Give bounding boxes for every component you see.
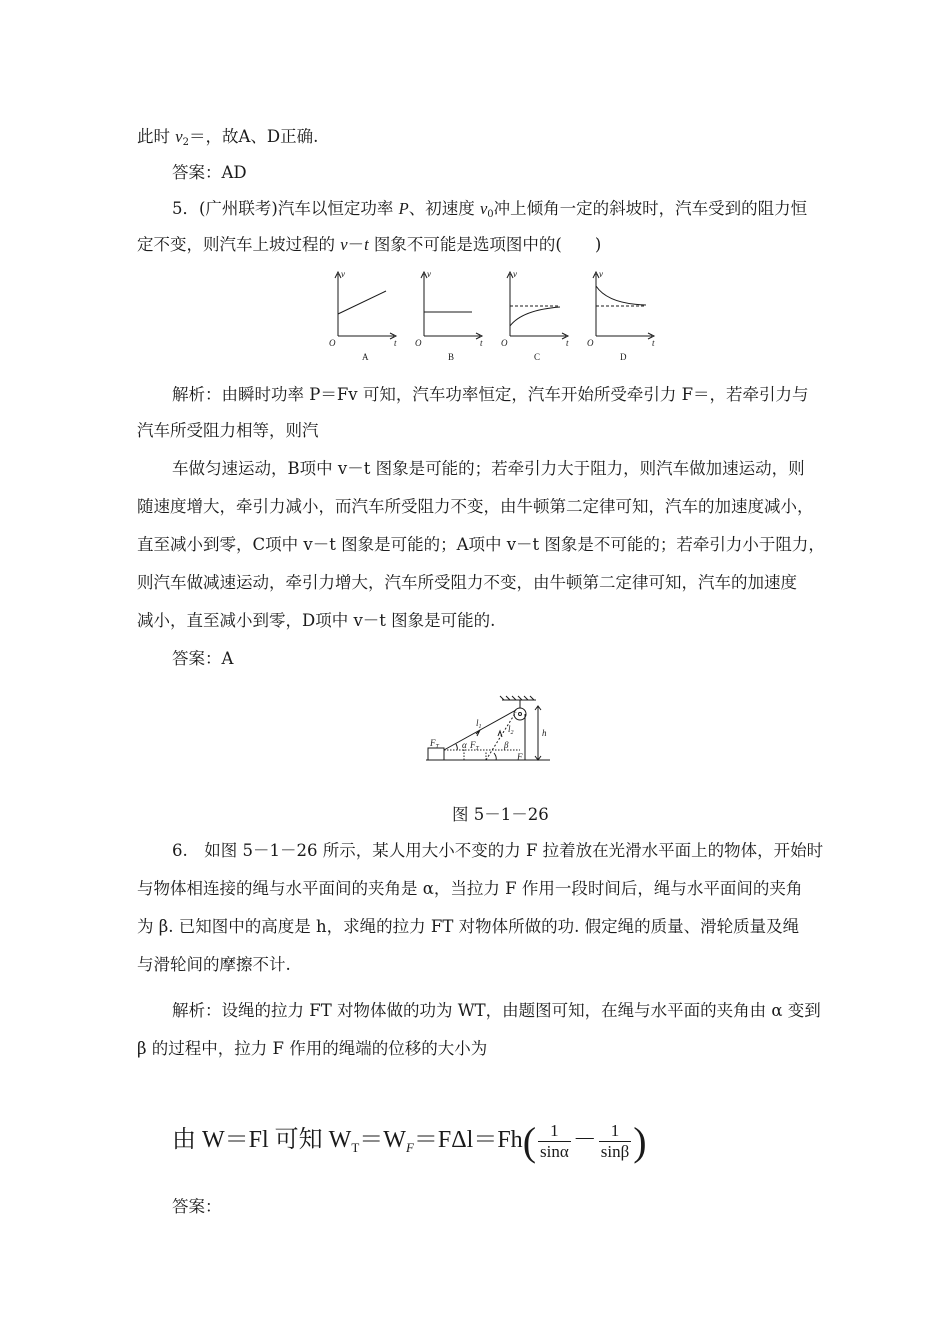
graph-a-v-label: v [341, 269, 345, 279]
graph-b [421, 272, 482, 339]
graph-d [593, 272, 654, 339]
graph-d-caption: D [620, 352, 627, 362]
q5-stem-line1: 5．(广州联考)汽车以恒定功率 P、初速度 $v_0$冲上倾角一定的斜坡时，汽车受到的阻力恒 [172, 199, 808, 220]
q5-analysis-6: 则汽车做减速运动，牵引力增大，汽车所受阻力不变，由牛顿第二定律可知，汽车的加速度 [137, 573, 797, 592]
q6-stem-3: 为 β. 已知图中的高度是 h，求绳的拉力 FT 对物体所做的功. 假定绳的质量、滑轮质量及绳 [137, 917, 800, 936]
graph-a-t-label: t [394, 338, 397, 348]
graph-c-t-label: t [566, 338, 569, 348]
alpha-label: α [462, 740, 467, 750]
q6-answer: 答案： [172, 1197, 222, 1216]
q5-analysis-4: 随速度增大，牵引力减小，而汽车所受阻力不变，由牛顿第二定律可知，汽车的加速度减小， [137, 497, 814, 516]
l1-label: $l_1$ [476, 718, 482, 730]
f-label: F [517, 752, 523, 762]
graph-c-origin: O [501, 338, 508, 348]
graph-b-caption: B [448, 352, 455, 362]
graph-c [507, 272, 568, 339]
l2-label: $l_2$ [508, 724, 514, 736]
graph-c-caption: C [534, 352, 541, 362]
graph-a-curve [338, 291, 386, 314]
graph-d-v-label: v [599, 269, 603, 279]
q5-answer: 答案：A [172, 649, 234, 668]
pulley-figure [424, 694, 554, 776]
q6-analysis-2: β 的过程中，拉力 F 作用的绳端的位移的大小为 [137, 1039, 488, 1058]
q6-stem-4: 与滑轮间的摩擦不计. [137, 955, 291, 974]
figure-caption: 图 5－1－26 [452, 805, 549, 824]
graph-a-origin: O [329, 338, 336, 348]
ft-left-label: $F_T$ [430, 738, 439, 750]
q5-analysis-3: 车做匀速运动，B项中 v－t 图象是可能的；若牵引力大于阻力，则汽车做加速运动，则 [172, 459, 805, 478]
vt-graphs-figure [320, 268, 660, 368]
q5-analysis-1: 解析：由瞬时功率 P＝Fv 可知，汽车功率恒定，汽车开始所受牵引力 F＝，若牵引力与 [172, 385, 809, 404]
fraction-1: $\frac{1}{\sin\alpha}$ [540, 1121, 569, 1161]
q5-analysis-5: 直至减小到零，C项中 v－t 图象是可能的；A项中 v－t 图象是不可能的；若牵引力小于阻力， [137, 535, 825, 554]
q5-analysis-7: 减小，直至减小到零，D项中 v－t 图象是可能的. [137, 611, 496, 630]
ft-mid-label: $F_T$ [470, 740, 479, 752]
graph-d-t-label: t [652, 338, 655, 348]
graph-a [335, 272, 396, 339]
graph-d-curve [596, 286, 646, 305]
prev-answer: 答案：AD [172, 163, 247, 182]
q6-analysis-1: 解析：设绳的拉力 FT 对物体做的功为 WT，由题图可知，在绳与水平面的夹角由 α 变到 [172, 1001, 821, 1020]
graph-b-v-label: v [427, 269, 431, 279]
graph-c-curve [510, 307, 560, 326]
graph-b-t-label: t [480, 338, 483, 348]
q6-stem-2: 与物体相连接的绳与水平面间的夹角是 α，当拉力 F 作用一段时间后，绳与水平面间的夹角 [137, 879, 803, 898]
q5-analysis-2: 汽车所受阻力相等，则汽 [137, 421, 319, 440]
h-label: h [542, 728, 547, 738]
q6-stem-1: 6. 如图 5－1－26 所示，某人用大小不变的力 F 拉着放在光滑水平面上的物体，开始时 [172, 841, 824, 860]
graph-b-origin: O [415, 338, 422, 348]
graph-a-caption: A [362, 352, 369, 362]
fraction-2: $\frac{1}{\sin\beta}$ [600, 1121, 630, 1161]
prev-solution-line: 此时 $v_2=$，故A、D正确. [137, 127, 319, 148]
graph-c-v-label: v [513, 269, 517, 279]
q5-stem-line2: 定不变，则汽车上坡过程的 v－t 图象不可能是选项图中的( ) [137, 235, 602, 254]
v-symbol: v [175, 127, 183, 146]
work-formula: 由 W＝Fl 可知 $W_T=W_F=F\Delta l=Fh$( $\frac{1}{\sin\alpha}$ － $\frac{1}{\sin\beta}$ ) [172, 1119, 647, 1164]
graph-d-origin: O [587, 338, 594, 348]
beta-label: β [504, 740, 509, 750]
